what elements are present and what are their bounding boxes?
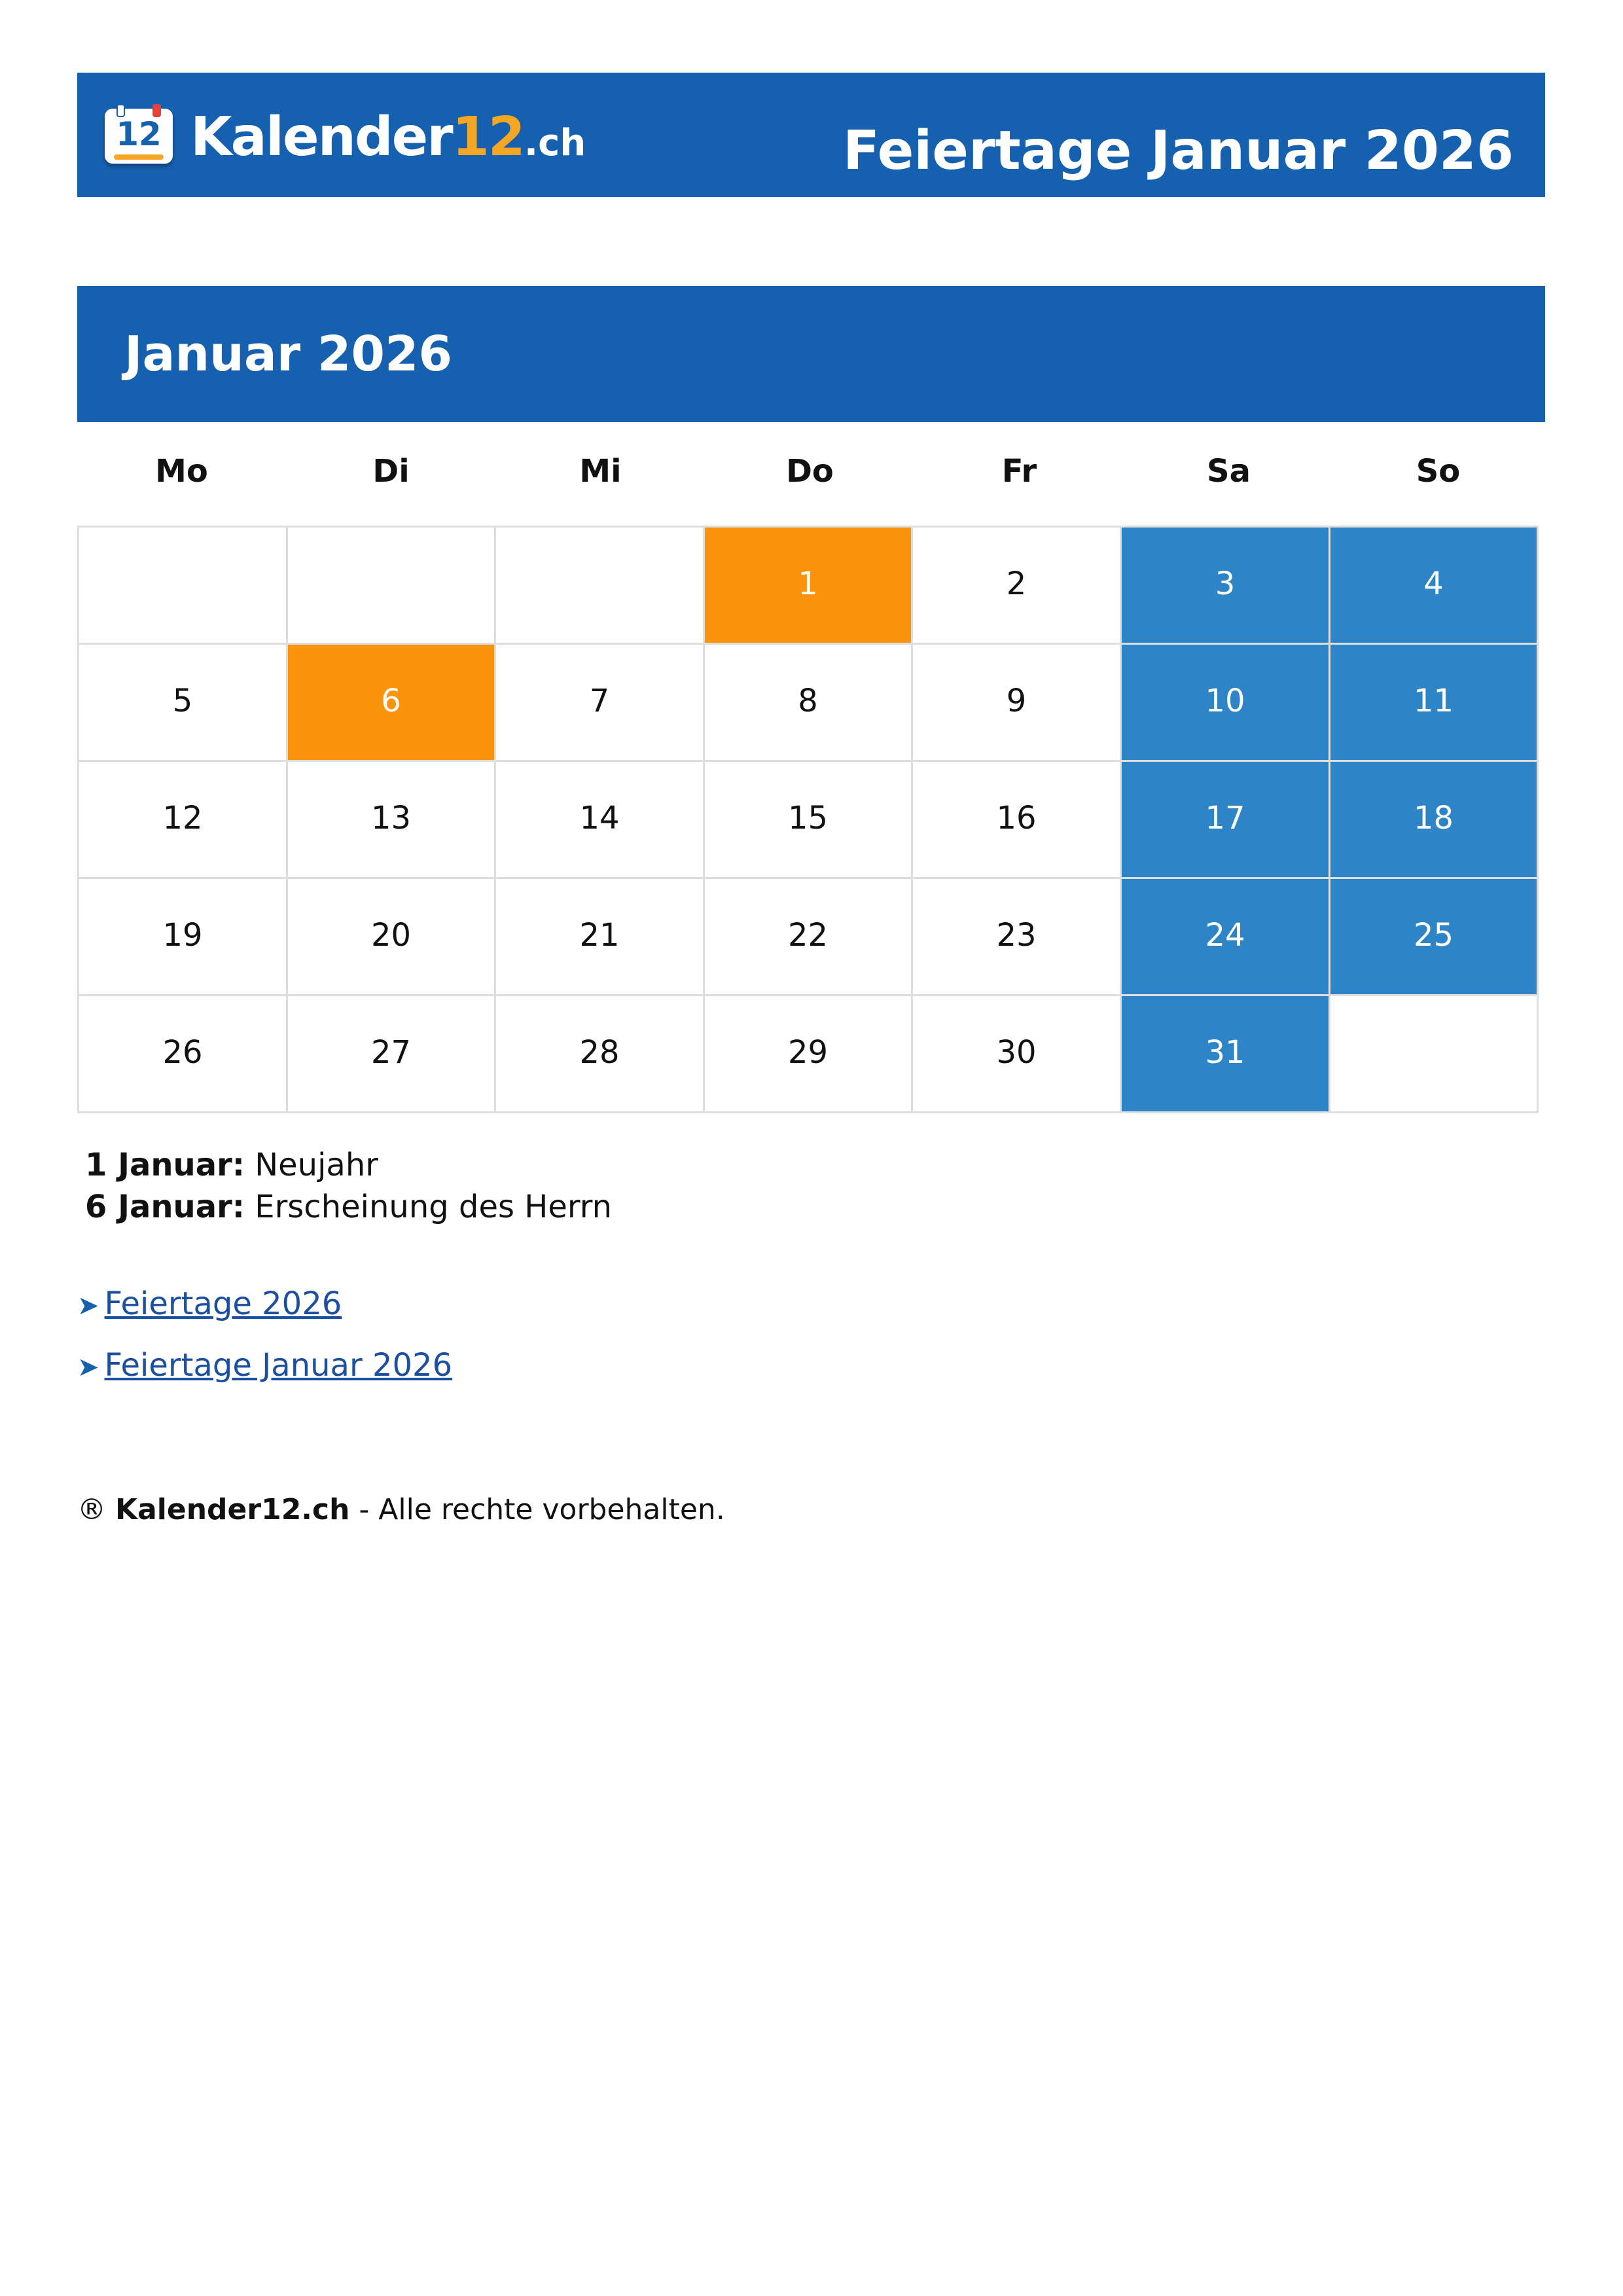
registered-symbol: ® bbox=[77, 1493, 106, 1526]
calendar-day-cell[interactable]: 24 bbox=[1120, 877, 1330, 996]
link-0[interactable]: Feiertage 2026 bbox=[104, 1285, 342, 1322]
weekday-4: Fr bbox=[1001, 453, 1037, 490]
link-item bbox=[77, 1344, 452, 1388]
holiday-item bbox=[85, 1186, 612, 1228]
link-1[interactable]: Feiertage Januar 2026 bbox=[104, 1347, 453, 1384]
calendar-day-cell[interactable]: 15 bbox=[703, 760, 913, 879]
weekday-5: Sa bbox=[1207, 453, 1251, 490]
logo-tld: .ch bbox=[524, 122, 586, 164]
logo-wordmark bbox=[190, 106, 586, 175]
arrow-right-icon: ➤ bbox=[77, 1352, 99, 1382]
calendar-day-cell[interactable]: 27 bbox=[286, 994, 496, 1113]
page-header bbox=[77, 73, 1545, 197]
calendar-day-cell[interactable]: 5 bbox=[77, 643, 288, 762]
calendar-day-cell[interactable]: 4 bbox=[1329, 526, 1539, 645]
weekday-0: Mo bbox=[155, 453, 208, 490]
calendar-day-cell[interactable]: 2 bbox=[911, 526, 1122, 645]
month-title: Januar 2026 bbox=[124, 326, 452, 382]
calendar-day-cell[interactable]: 9 bbox=[911, 643, 1122, 762]
weekday-header-row bbox=[77, 445, 1545, 497]
calendar-day-cell[interactable]: 18 bbox=[1329, 760, 1539, 879]
holiday-name: Neujahr bbox=[255, 1147, 378, 1183]
calendar-holiday-cell[interactable]: 1 bbox=[703, 526, 913, 645]
month-banner bbox=[77, 286, 1545, 422]
holiday-name: Erscheinung des Herrn bbox=[255, 1189, 613, 1225]
weekday-3: Do bbox=[786, 453, 834, 490]
calendar-day-cell[interactable]: 26 bbox=[77, 994, 288, 1113]
footer bbox=[77, 1489, 725, 1531]
related-links bbox=[77, 1283, 452, 1406]
calendar-empty-cell bbox=[77, 526, 288, 645]
calendar-day-cell[interactable]: 25 bbox=[1329, 877, 1539, 996]
calendar-holiday-cell[interactable]: 6 bbox=[286, 643, 496, 762]
calendar-day-cell[interactable]: 17 bbox=[1120, 760, 1330, 879]
logo-number: 12 bbox=[452, 106, 524, 168]
logo-name: Kalender bbox=[190, 106, 452, 168]
calendar-day-cell[interactable]: 28 bbox=[494, 994, 705, 1113]
footer-brand: Kalender12.ch bbox=[115, 1493, 350, 1526]
calendar-day-cell[interactable]: 7 bbox=[494, 643, 705, 762]
link-item bbox=[77, 1283, 452, 1327]
calendar-day-cell[interactable]: 30 bbox=[911, 994, 1122, 1113]
holiday-date: 1 Januar: bbox=[85, 1147, 245, 1183]
weekday-6: So bbox=[1416, 453, 1461, 490]
calendar-icon bbox=[105, 109, 173, 164]
footer-text: - Alle rechte vorbehalten. bbox=[359, 1493, 725, 1526]
arrow-right-icon: ➤ bbox=[77, 1291, 99, 1321]
calendar-empty-cell bbox=[286, 526, 496, 645]
calendar-day-cell[interactable]: 13 bbox=[286, 760, 496, 879]
calendar-day-cell[interactable]: 29 bbox=[703, 994, 913, 1113]
calendar-empty-cell bbox=[494, 526, 705, 645]
calendar-day-cell[interactable]: 21 bbox=[494, 877, 705, 996]
calendar-day-cell[interactable]: 8 bbox=[703, 643, 913, 762]
holiday-list bbox=[85, 1144, 612, 1228]
calendar-grid bbox=[77, 526, 1537, 1111]
calendar-day-cell[interactable]: 19 bbox=[77, 877, 288, 996]
calendar-day-cell[interactable]: 22 bbox=[703, 877, 913, 996]
weekday-1: Di bbox=[372, 453, 410, 490]
calendar-empty-cell bbox=[1329, 994, 1539, 1113]
calendar-day-cell[interactable]: 31 bbox=[1120, 994, 1330, 1113]
calendar-day-cell[interactable]: 16 bbox=[911, 760, 1122, 879]
holiday-item bbox=[85, 1144, 612, 1186]
calendar-day-cell[interactable]: 11 bbox=[1329, 643, 1539, 762]
holiday-date: 6 Januar: bbox=[85, 1189, 245, 1225]
calendar-day-cell[interactable]: 12 bbox=[77, 760, 288, 879]
calendar-day-cell[interactable]: 3 bbox=[1120, 526, 1330, 645]
calendar-day-cell[interactable]: 10 bbox=[1120, 643, 1330, 762]
page-title: Feiertage Januar 2026 bbox=[843, 120, 1514, 182]
calendar-day-cell[interactable]: 20 bbox=[286, 877, 496, 996]
calendar-day-cell[interactable]: 14 bbox=[494, 760, 705, 879]
calendar-icon-number: 12 bbox=[116, 115, 162, 153]
calendar-day-cell[interactable]: 23 bbox=[911, 877, 1122, 996]
weekday-2: Mi bbox=[579, 453, 622, 490]
